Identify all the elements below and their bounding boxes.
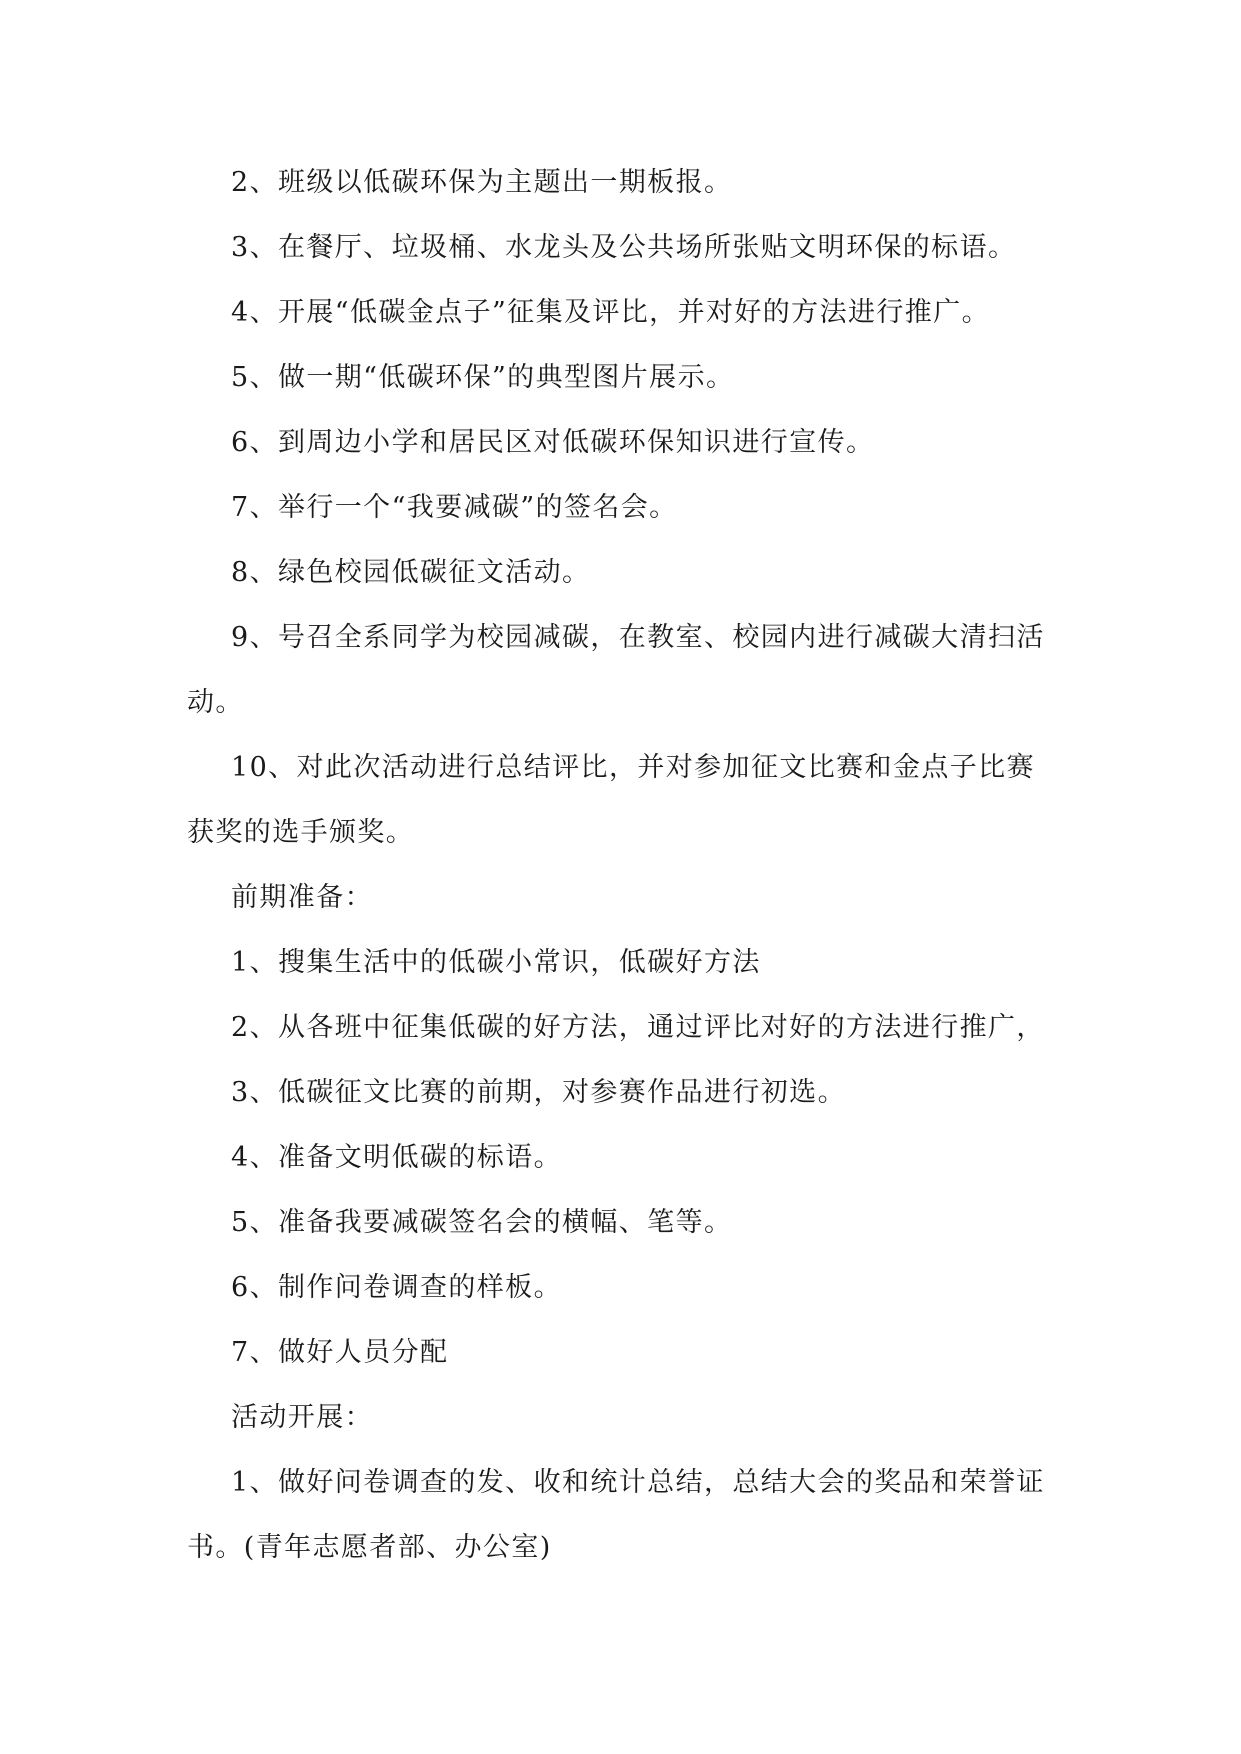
list-item: 1、做好问卷调查的发、收和统计总结，总结大会的奖品和荣誉证 <box>231 1467 1045 1498</box>
list-item: 4、准备文明低碳的标语。 <box>231 1142 562 1173</box>
list-item-continuation: 获奖的选手颁奖。 <box>187 817 415 848</box>
list-item: 2、从各班中征集低碳的好方法，通过评比对好的方法进行推广， <box>231 1012 1045 1043</box>
list-item: 7、举行一个“我要减碳”的签名会。 <box>231 492 678 523</box>
list-item: 2、班级以低碳环保为主题出一期板报。 <box>231 167 733 198</box>
list-item: 5、准备我要减碳签名会的横幅、笔等。 <box>231 1207 733 1238</box>
section-heading: 前期准备： <box>231 882 373 913</box>
list-item-continuation: 动。 <box>187 687 244 718</box>
list-item: 5、做一期“低碳环保”的典型图片展示。 <box>231 362 735 393</box>
list-item-continuation: 书。(青年志愿者部、办公室) <box>187 1532 552 1563</box>
list-item: 1、搜集生活中的低碳小常识，低碳好方法 <box>231 947 761 978</box>
list-item: 9、号召全系同学为校园减碳，在教室、校园内进行减碳大清扫活 <box>231 622 1045 653</box>
list-item: 10、对此次活动进行总结评比，并对参加征文比赛和金点子比赛 <box>231 752 1035 783</box>
section-heading: 活动开展： <box>231 1402 373 1433</box>
list-item: 3、低碳征文比赛的前期，对参赛作品进行初选。 <box>231 1077 846 1108</box>
list-item: 7、做好人员分配 <box>231 1337 449 1368</box>
list-item: 4、开展“低碳金点子”征集及评比，并对好的方法进行推广。 <box>231 297 990 328</box>
list-item: 8、绿色校园低碳征文活动。 <box>231 557 591 588</box>
list-item: 3、在餐厅、垃圾桶、水龙头及公共场所张贴文明环保的标语。 <box>231 232 1017 263</box>
list-item: 6、到周边小学和居民区对低碳环保知识进行宣传。 <box>231 427 875 458</box>
list-item: 6、制作问卷调查的样板。 <box>231 1272 562 1303</box>
